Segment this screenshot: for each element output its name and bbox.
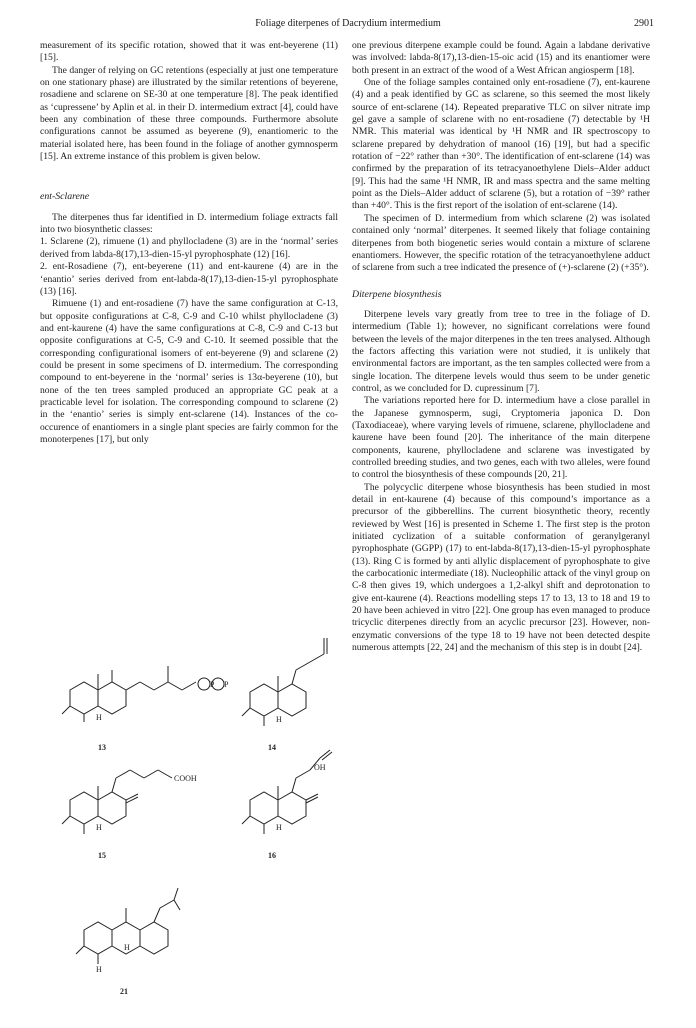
paragraph: Diterpene levels vary greatly from tree to tree in the foliage of D. intermedium (Table 1); however, no significant correlations were found between the levels of the major diterpenes in the ten trees analysed. Although the factors affecting this variation were not studied, it is unlikely that environmental factors are important, as the ten samples collected were from a single location. The diterpene levels would thus seem to be under genetic control, as we concluded for D. cupressinum [7]. (352, 308, 650, 394)
paragraph: The variations reported here for D. intermedium have a close parallel in the Japanese gymnosperm, sugi, Cryptomeria japonica D. Don (Taxodiaceae), where varying levels of rimuene, sclarene, phyllocladene and kaurene have been found [20]. The inheritance of the main diterpene components, kaurene, phyllocladene and sclarene was investigated by controlled breeding studies, and two genes, each with two alleles, were found to control the biosynthesis of these compounds [20, 21]. (352, 395, 650, 481)
paragraph: The diterpenes thus far identified in D. intermedium foliage extracts fall into two biosynthetic classes: (40, 211, 338, 236)
paragraph: measurement of its specific rotation, showed that it was ent-beyerene (11) [15]. (40, 40, 338, 64)
compound-label-16: 16 (268, 851, 276, 860)
page-number: 2901 (634, 18, 654, 29)
structure-drawings (40, 610, 340, 1020)
h-label: H (276, 715, 282, 724)
paragraph: The specimen of D. intermedium from which sclarene (2) was isolated contained only ‘normal’ diterpenes. It seemed likely that foliage containing diterpenes from both biogenetic series would contain a mixture of sclarene enantiomers. However, the specific rotation of the tetracyanoethylene adduct of sclarene from such a tree indicated the presence of (+)-sclarene (2) (+35°). (352, 212, 650, 274)
paragraph: The danger of relying on GC retentions (especially at just one temperature on one stationary phase) are illustrated by the similar retentions of beyerene, rosadiene and sclarene on SE-30 at one temperature [8]. The peak identified as ‘cupressene’ by Aplin et al. in their D. intermedium extract [4], could have been any combination of these three compounds. Furthermore absolute configurations cannot be assumed as beyerene (9), enantiomeric to the material isolated here, has been found in the foliage of another gymnosperm [15]. An extreme instance of this problem is given below. (40, 64, 338, 163)
structure-21 (76, 888, 180, 964)
compound-label-13: 13 (98, 743, 106, 752)
running-title: Foliage diterpenes of Dacrydium intermedium (255, 18, 441, 29)
structure-13 (62, 666, 224, 722)
chemical-structures (40, 610, 340, 1020)
compound-label-15: 15 (98, 851, 106, 860)
h-label: H (96, 713, 102, 722)
paragraph: One of the foliage samples contained only ent-rosadiene (7), ent-kaurene (4) and a peak identified by GC as sclarene, so this seemed the most likely source of ent-sclarene (14). Repeated preparative TLC on silver nitrate imp gel gave a sample of sclarene with no ent-rosadiene (7) detectable by ¹H NMR. This material was identical by ¹H NMR and IR spectroscopy to sclarene prepared by dehydration of manool (16) [19], but had a specific rotation of −22° rather than +30°. The identification of ent-sclarene (14) was confirmed by the preparation of its tetracyanoethylene Diels–Alder adduct [9]. This had the same ¹H NMR, IR and mass spectra and the same melting point as the Diels–Alder adduct of sclarene (5), but a rotation of −39° rather than +40°. This is the first report of the isolation of ent-sclarene (14). (352, 77, 650, 212)
h-label: H (96, 965, 102, 974)
list-item: 1. Sclarene (2), rimuene (1) and phyllocladene (3) are in the ‘normal’ series derived from labda-8(17),13-dien-15-yl pyrophosphate (12) [16]. (40, 236, 338, 260)
structure-14 (242, 638, 327, 726)
compound-label-21: 21 (120, 987, 128, 996)
section-heading-ent-sclarene: ent-Sclarene (40, 191, 90, 203)
cooh-label: COOH (174, 774, 197, 783)
h-label: H (276, 823, 282, 832)
paragraph: Rimuene (1) and ent-rosadiene (7) have the same configuration at C-13, but opposite configurations at C-8, C-9 and C-10 whilst phyllocladene (3) and ent-kaurene (4) have the same configurations at C-8, C-9 and C-13 but opposite configurations at C-5, C-9 and C-10. It seemed possible that the corresponding configurational isomers of ent-beyerene (9) and sclarene (2) could be present in some specimens of D. intermedium. The corresponding compound to ent-beyerene in the ‘normal’ series is 13α-beyerene (10), but none of the ten trees sampled produced an appropriate GC peak at a practicable level for isolation. The corresponding compound to sclarene (2) in the ‘enantio’ series is simply ent-sclarene (14). Instances of the co-occurence of enantiomers in a single plant species are fairly common for the monoterpenes [17], but only (40, 298, 338, 445)
left-column (40, 40, 338, 446)
pyrophosphate-label-2: P (224, 680, 229, 689)
paragraph: The polycyclic diterpene whose biosynthesis has been studied in most detail in ent-kaurene (4) because of this compound’s importance as a precursor of the gibberellins. The current biosynthetic theory, recently reviewed by West [16] is presented in Scheme 1. The first step is the proton initiated cyclization of a suitable conformation of geranylgeranyl pyrophosphate (GGPP) (17) to ent-labda-8(17),13-dien-15-yl pyrophosphate (13). Ring C is formed by anti allylic displacement of pyrophosphate to give the carbocationic intermediate (18). Nucleophilic attack of the vinyl group on C-8 then gives 19, which undergoes a 1,2-alkyl shift and deprotonation to give ent-kaurene (4). Reactions modelling steps 17 to 13, 13 to 18 and 19 to 20 have been achieved in vitro [22]. One group has even managed to produce tricyclic diterpenes directly from an acyclic precursor [23]. However, non-enzymatic conversions of the type 18 to 19 have not been detected despite numerous attempts [22, 24] and the mechanism of this step is in doubt [24]. (352, 481, 650, 654)
h-label: H (124, 943, 130, 952)
section-heading-biosynthesis: Diterpene biosynthesis (352, 288, 442, 300)
compound-label-14: 14 (268, 743, 276, 752)
oh-label: OH (314, 763, 326, 772)
h-label: H (96, 823, 102, 832)
structure-15 (62, 770, 172, 834)
right-column (352, 40, 650, 655)
paragraph: one previous diterpene example could be found. Again a labdane derivative was involved: labda-8(17),13-dien-15-oic acid (15) and its enantiomer were both present in an extract of the wood of a West African angiosperm [18]. (352, 40, 650, 76)
list-item: 2. ent-Rosadiene (7), ent-beyerene (11) and ent-kaurene (4) are in the ‘enantio’ series derived from ent-labda-8(17),13-dien-15-yl pyrophosphate (13) [16]. (40, 261, 338, 297)
pyrophosphate-label-1: P (210, 680, 215, 689)
